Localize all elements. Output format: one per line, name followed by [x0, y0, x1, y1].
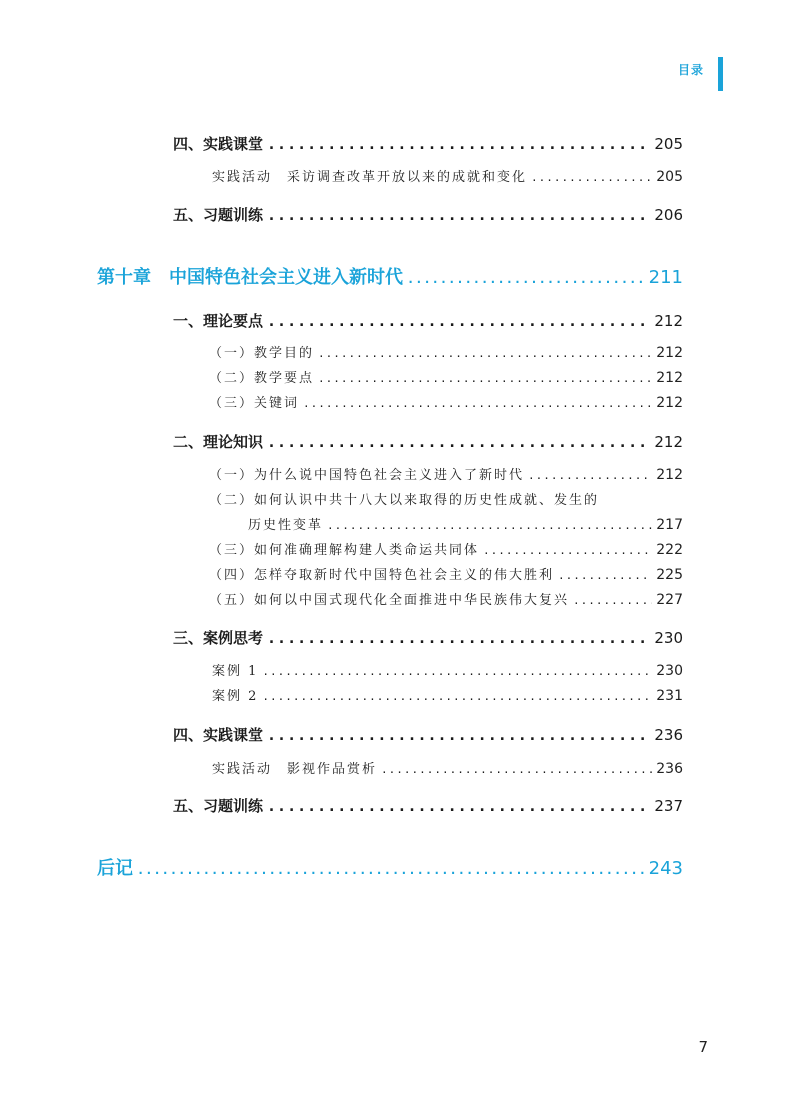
toc-entry-keywords[interactable] — [209, 392, 683, 411]
toc-entry-label: 后记 — [97, 858, 133, 879]
toc-leader-dots — [267, 726, 650, 744]
toc-entry-label: 实践活动 影视作品赏析 — [212, 762, 378, 777]
header-label: 目录 — [677, 63, 704, 77]
toc-entry-film-appreciation[interactable] — [212, 758, 683, 777]
toc-entry-page: 212 — [656, 467, 683, 483]
toc-leader-dots — [318, 372, 652, 385]
toc-entry-label: 一、理论要点 — [173, 312, 264, 330]
toc-entry-label: 三、案例思考 — [173, 629, 264, 647]
toc-leader-dots — [267, 433, 650, 451]
toc-entry-label: 四、实践课堂 — [173, 135, 264, 153]
toc-entry-case-1[interactable] — [212, 660, 683, 679]
toc-entry-label: 五、习题训练 — [173, 206, 264, 224]
toc-entry-teaching-points[interactable] — [209, 367, 683, 386]
toc-entry-case-study[interactable] — [173, 627, 683, 648]
toc-entry-page: 243 — [648, 858, 683, 879]
chapter-title: 中国特色社会主义进入新时代 — [169, 267, 403, 288]
toc-entry-label: 四、实践课堂 — [173, 726, 264, 744]
toc-entry-page: 206 — [654, 206, 683, 224]
toc-entry-page: 212 — [654, 312, 683, 330]
toc-leader-dots — [267, 135, 650, 153]
toc-entry-page: 211 — [648, 267, 683, 288]
chapter-number: 第十章 — [97, 267, 151, 288]
toc-entry-label: （一）教学目的 — [209, 346, 315, 361]
toc-entry-label: 历史性变革 — [248, 518, 324, 533]
toc-entry-shared-future[interactable] — [209, 539, 683, 558]
toc-entry-page: 212 — [654, 433, 683, 451]
chapter-heading — [97, 263, 403, 289]
toc-leader-dots — [303, 397, 652, 410]
toc-entry-page: 237 — [654, 797, 683, 815]
toc-entry-practice-activity[interactable] — [212, 166, 683, 185]
toc-leader-dots — [267, 312, 650, 330]
toc-entry-page: 212 — [656, 345, 683, 361]
toc-leader-dots — [267, 797, 650, 815]
toc-entry-page: 222 — [656, 542, 683, 558]
toc-entry-great-victory[interactable] — [209, 564, 683, 583]
toc-entry-page: 212 — [656, 370, 683, 386]
toc-leader-dots — [262, 690, 652, 703]
toc-entry-label: （五）如何以中国式现代化全面推进中华民族伟大复兴 — [209, 593, 570, 608]
toc-entry-practice-class-2[interactable] — [173, 724, 683, 745]
toc-entry-label: （三）关键词 — [209, 396, 300, 411]
toc-entry-page: 236 — [654, 726, 683, 744]
toc-leader-dots — [573, 594, 652, 607]
toc-leader-dots — [558, 569, 652, 582]
toc-entry-page: 230 — [656, 663, 683, 679]
toc-leader-dots — [327, 519, 652, 532]
toc-entry-label: （一）为什么说中国特色社会主义进入了新时代 — [209, 468, 525, 483]
toc-leader-dots — [531, 171, 652, 184]
toc-entry-practice-class[interactable] — [173, 133, 683, 154]
toc-entry-modernization[interactable] — [209, 589, 683, 608]
toc-entry-historic-achievements[interactable] — [248, 514, 683, 533]
toc-entry-page: 236 — [656, 761, 683, 777]
toc-entry-label: 案例 2 — [212, 689, 259, 704]
toc-entry-label: 二、理论知识 — [173, 433, 264, 451]
toc-entry-historic-achievements-line1: （二）如何认识中共十八大以来取得的历史性成就、发生的 — [209, 493, 600, 508]
toc-entry-label: （三）如何准确理解构建人类命运共同体 — [209, 543, 480, 558]
toc-entry-label: 案例 1 — [212, 664, 259, 679]
toc-entry-page: 230 — [654, 629, 683, 647]
toc-postscript[interactable] — [97, 854, 683, 880]
toc-entry-label: （二）教学要点 — [209, 371, 315, 386]
toc-entry-page: 205 — [654, 135, 683, 153]
toc-entry-exercises[interactable] — [173, 204, 683, 225]
toc-entry-label: 实践活动 采访调查改革开放以来的成就和变化 — [212, 170, 528, 185]
toc-entry-page: 217 — [656, 517, 683, 533]
toc-entry-theory-points[interactable] — [173, 310, 683, 331]
toc-chapter-10[interactable] — [97, 263, 683, 289]
toc-entry-new-era[interactable] — [209, 464, 683, 483]
page-number: 7 — [698, 1038, 708, 1056]
toc-entry-page: 212 — [656, 395, 683, 411]
toc-leader-dots — [528, 469, 652, 482]
toc-leader-dots — [262, 665, 652, 678]
toc-leader-dots — [381, 763, 652, 776]
toc-leader-dots — [267, 206, 650, 224]
toc-leader-dots — [407, 272, 645, 286]
toc-entry-page: 231 — [656, 688, 683, 704]
toc-leader-dots — [483, 544, 652, 557]
header-accent-bar — [718, 57, 723, 91]
toc-entry-page: 225 — [656, 567, 683, 583]
toc-leader-dots — [318, 347, 652, 360]
toc-entry-label: （四）怎样夺取新时代中国特色社会主义的伟大胜利 — [209, 568, 555, 583]
toc-entry-label: 五、习题训练 — [173, 797, 264, 815]
toc-entry-case-2[interactable] — [212, 685, 683, 704]
toc-entry-page: 227 — [656, 592, 683, 608]
toc-leader-dots — [137, 863, 645, 877]
toc-entry-exercises-2[interactable] — [173, 795, 683, 816]
toc-leader-dots — [267, 629, 650, 647]
toc-entry-page: 205 — [656, 169, 683, 185]
toc-entry-teaching-purpose[interactable] — [209, 342, 683, 361]
toc-entry-theory-knowledge[interactable] — [173, 431, 683, 452]
